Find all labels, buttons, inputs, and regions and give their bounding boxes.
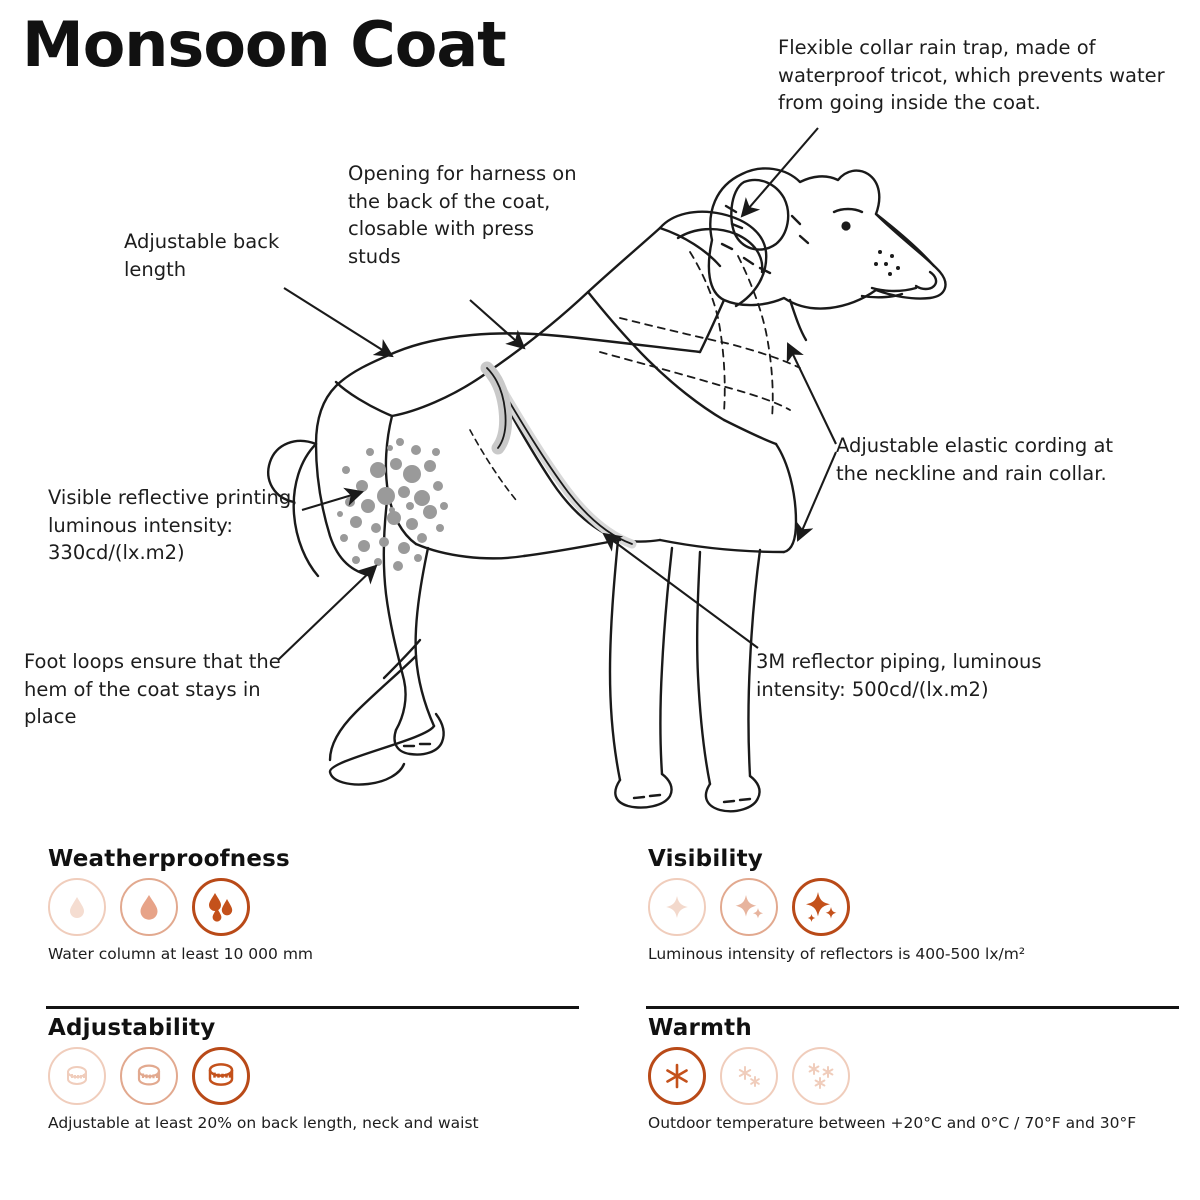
panel-title-warmth: Warmth (648, 1015, 752, 1041)
measuring-tape-icon-3 (192, 1047, 250, 1105)
caption-adjustability: Adjustable at least 20% on back length, neck and waist (48, 1114, 479, 1132)
rating-weatherproofness (48, 878, 579, 936)
rating-warmth (648, 1047, 1179, 1105)
callout-foot-loops: Foot loops ensure that the hem of the coat stays in place (24, 650, 281, 729)
droplet-icon-2 (120, 878, 178, 936)
callout-harness-opening: Opening for harness on the back of the coat, closable with press studs (348, 162, 577, 269)
reflective-print-patch (337, 438, 448, 571)
sparkles-icon-2 (720, 878, 778, 936)
panel-warmth (646, 1006, 1179, 1133)
snowflake-icon-1 (648, 1047, 706, 1105)
measuring-tape-icon-1 (48, 1047, 106, 1105)
panel-divider-warmth (646, 1006, 1179, 1009)
caption-visibility: Luminous intensity of reflectors is 400-500 lx/m² (648, 945, 1026, 963)
snowflakes-icon-3 (792, 1047, 850, 1105)
snowflakes-icon-2 (720, 1047, 778, 1105)
droplets-icon-3 (192, 878, 250, 936)
panel-adjustability (46, 1006, 579, 1133)
callout-reflective-printing: Visible reflective printing, luminous intensity: 330cd/(lx.m2) (48, 486, 298, 565)
rating-visibility (648, 878, 1179, 936)
callout-collar-rain-trap: Flexible collar rain trap, made of waterproof tricot, which prevents water from going inside the coat. (778, 36, 1165, 115)
panel-title-adjustability: Adjustability (48, 1015, 216, 1041)
caption-warmth: Outdoor temperature between +20°C and 0°C / 70°F and 30°F (648, 1114, 1137, 1132)
callout-reflector-piping: 3M reflector piping, luminous intensity: 500cd/(lx.m2) (756, 650, 1042, 701)
sparkles-icon-3 (792, 878, 850, 936)
panel-visibility (646, 846, 1179, 964)
panel-divider-adjustability (46, 1006, 579, 1009)
callout-elastic-cording: Adjustable elastic cording at the neckline and rain collar. (836, 434, 1114, 485)
droplet-icon-1 (48, 878, 106, 936)
measuring-tape-icon-2 (120, 1047, 178, 1105)
sparkle-icon-1 (648, 878, 706, 936)
caption-weatherproofness: Water column at least 10 000 mm (48, 945, 314, 963)
page-title: Monsoon Coat (22, 8, 506, 81)
panel-weatherproofness (46, 846, 579, 964)
callout-adjustable-back-length: Adjustable back length (124, 230, 280, 281)
panel-title-visibility: Visibility (648, 846, 763, 872)
rating-adjustability (48, 1047, 579, 1105)
panel-title-weatherproofness: Weatherproofness (48, 846, 290, 872)
